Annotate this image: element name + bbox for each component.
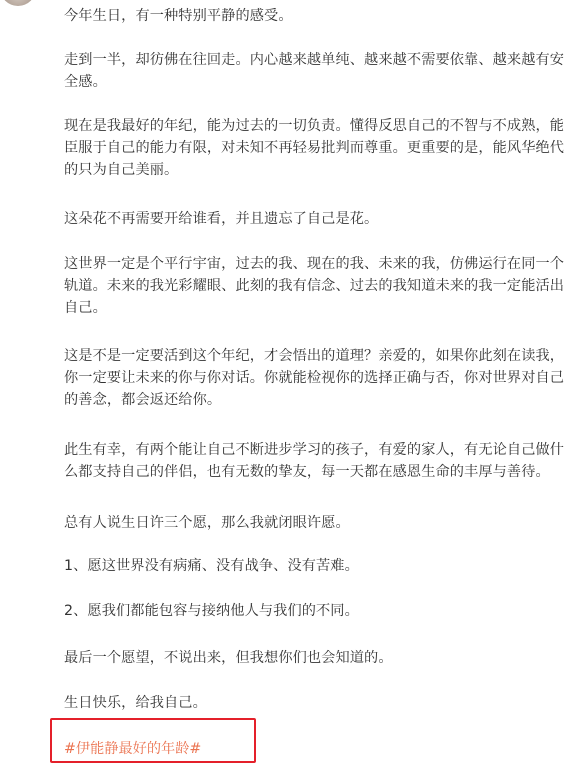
text-line: 总有人说生日许三个愿，那么我就闭眼许愿。 <box>64 515 350 531</box>
hashtag-link[interactable]: #伊能静最好的年龄# <box>64 741 202 757</box>
paragraph-4 <box>64 208 378 230</box>
text-line: 此生有幸，有两个能让自己不断进步学习的孩子，有爱的家人，有无论自己做什 <box>64 442 565 458</box>
wish-2 <box>64 600 359 622</box>
text-line: 你一定要让未来的你与你对话。你就能检视你的选择正确与否，你对世界对自己 <box>64 370 565 386</box>
paragraph-2 <box>64 49 564 93</box>
text-line: 最后一个愿望，不说出来，但我想你们也会知道的。 <box>64 650 393 666</box>
text-line: 今年生日，有一种特别平静的感受。 <box>64 8 293 24</box>
text-line: 自己。 <box>64 300 107 316</box>
text-line: 的善念，都会返还给你。 <box>64 392 222 408</box>
paragraph-8 <box>64 512 350 534</box>
text-line: 1、愿这世界没有病痛、没有战争、没有苦难。 <box>64 558 359 574</box>
text-line: 这是不是一定要活到这个年纪，才会悟出的道理？亲爱的，如果你此刻在读我， <box>64 348 565 364</box>
paragraph-3 <box>64 115 564 181</box>
paragraph-1 <box>64 5 293 27</box>
text-line: 的只为自己美丽。 <box>64 162 179 178</box>
text-line: 这朵花不再需要开给谁看，并且遗忘了自己是花。 <box>64 211 379 227</box>
text-line: 么都支持自己的伴侣，也有无数的挚友，每一天都在感恩生命的丰厚与善待。 <box>64 464 550 480</box>
text-line: 走到一半，却彷佛在往回走。内心越来越单纯、越来越不需要依靠、越来越有安 <box>64 52 565 68</box>
text-line: 轨道。未来的我光彩耀眼、此刻的我有信念、过去的我知道未来的我一定能活出 <box>64 278 565 294</box>
text-line: 这世界一定是个平行宇宙，过去的我、现在的我、未来的我，仿佛运行在同一个 <box>64 256 565 272</box>
wish-1 <box>64 555 359 577</box>
text-line: 臣服于自己的能力有限，对未知不再轻易批判而尊重。更重要的是，能风华绝代 <box>64 140 565 156</box>
text-line: 2、愿我们都能包容与接纳他人与我们的不同。 <box>64 603 359 619</box>
paragraph-12 <box>64 692 207 714</box>
paragraph-6 <box>64 345 564 411</box>
paragraph-5 <box>64 253 564 319</box>
text-line: 全感。 <box>64 74 107 90</box>
text-line: 现在是我最好的年纪，能为过去的一切负责。懂得反思自己的不智与不成熟，能 <box>64 118 565 134</box>
paragraph-11 <box>64 647 393 669</box>
paragraph-7 <box>64 439 564 483</box>
avatar[interactable] <box>0 0 36 6</box>
text-line: 生日快乐，给我自己。 <box>64 695 207 711</box>
